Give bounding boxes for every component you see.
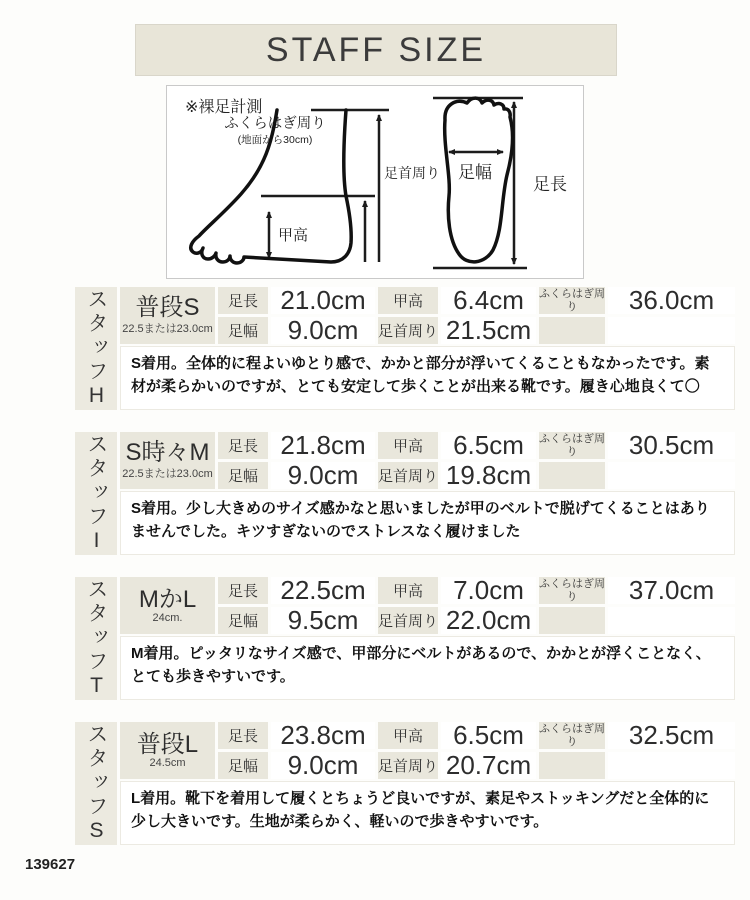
empty-value-cell (608, 317, 735, 344)
staff-name: スタッフH (85, 287, 108, 410)
length-value: 21.8cm (271, 432, 375, 459)
length-label: 足長 (533, 175, 567, 194)
staff-comment: S着用。少し大きめのサイズ感かなと思いましたが甲のベルトで脱げてくることはありませんでした。キツすぎないのでストレスなく履けました (120, 491, 735, 555)
instep-header: 甲高 (378, 577, 438, 604)
calf-header: ふくらはぎ周り (539, 722, 605, 748)
usual-size-cell (120, 577, 215, 634)
calf-header: ふくらはぎ周り (539, 287, 605, 313)
instep-header: 甲高 (378, 722, 438, 749)
instep-label: 甲高 (278, 227, 309, 244)
ankle-value: 19.8cm (441, 462, 536, 489)
calf-value: 37.0cm (608, 577, 735, 604)
width-header: 足幅 (218, 462, 268, 489)
staff-name: スタッフS (85, 722, 108, 845)
usual-size: S時々M (125, 438, 210, 466)
calf-value: 36.0cm (608, 287, 735, 314)
width-header: 足幅 (218, 317, 268, 344)
staff-section-s (75, 722, 735, 845)
usual-size-cm: 24.5cm (149, 757, 186, 770)
ankle-header: 足首周り (378, 317, 438, 344)
usual-size: 普段L (136, 730, 199, 758)
length-value: 23.8cm (271, 722, 375, 749)
length-header: 足長 (218, 577, 268, 604)
measurement-table (120, 722, 735, 779)
calf-value: 30.5cm (608, 432, 735, 459)
length-header: 足長 (218, 287, 268, 314)
staff-name-column (75, 577, 117, 700)
instep-value: 6.5cm (441, 722, 536, 749)
usual-size-cell (120, 287, 215, 344)
staff-name-column (75, 722, 117, 845)
width-header: 足幅 (218, 607, 268, 634)
title-bar (135, 24, 617, 76)
usual-size-cm: 24cm. (152, 612, 183, 625)
usual-size-cell (120, 722, 215, 779)
measurement-table (120, 577, 735, 634)
measurement-table (120, 287, 735, 344)
calf-value: 32.5cm (608, 722, 735, 749)
foot-side-outline (191, 110, 351, 263)
width-label: 足幅 (458, 163, 492, 182)
usual-size: 普段S (135, 293, 200, 321)
ankle-value: 20.7cm (441, 752, 536, 779)
ankle-value: 22.0cm (441, 607, 536, 634)
width-value: 9.0cm (271, 462, 375, 489)
width-value: 9.0cm (271, 752, 375, 779)
staff-section-h (75, 287, 735, 410)
empty-label-cell (539, 752, 605, 779)
barefoot-note: ※裸足計測 (185, 99, 263, 116)
item-code: 139627 (25, 856, 76, 873)
usual-size-cm: 22.5または23.0cm (122, 468, 213, 481)
empty-label-cell (539, 462, 605, 489)
empty-value-cell (608, 752, 735, 779)
staff-comment: M着用。ピッタリなサイズ感で、甲部分にベルトがあるので、かかとが浮くことなく、とても歩きやすいです。 (120, 636, 735, 700)
empty-label-cell (539, 607, 605, 634)
instep-value: 6.4cm (441, 287, 536, 314)
ankle-header: 足首周り (378, 607, 438, 634)
length-header: 足長 (218, 722, 268, 749)
foot-sole-diagram (417, 90, 577, 276)
length-value: 22.5cm (271, 577, 375, 604)
width-header: 足幅 (218, 752, 268, 779)
calf-header: ふくらはぎ周り (539, 577, 605, 603)
usual-size-cm: 22.5または23.0cm (122, 323, 213, 336)
staff-name: スタッフI (85, 432, 108, 555)
foot-side-diagram (173, 92, 443, 278)
staff-comment: L着用。靴下を着用して履くとちょうど良いですが、素足やストッキングだと全体的に少し大きいです。生地が柔らかく、軽いので歩きやすいです。 (120, 781, 735, 845)
length-header: 足長 (218, 432, 268, 459)
staff-comment: S着用。全体的に程よいゆとり感で、かかと部分が浮いてくることもなかったです。素材が柔らかいのですが、とても安定して歩くことが出来る靴です。履き心地良くて〇 (120, 346, 735, 410)
ankle-value: 21.5cm (441, 317, 536, 344)
staff-section-t (75, 577, 735, 700)
instep-value: 6.5cm (441, 432, 536, 459)
ankle-label: 足首周り (384, 165, 440, 181)
calf-sub-label: (地面から30cm) (237, 134, 313, 146)
calf-label: ふくらはぎ周り (224, 116, 326, 132)
staff-name-column (75, 287, 117, 410)
empty-label-cell (539, 317, 605, 344)
staff-name: スタッフT (85, 577, 108, 700)
measurement-diagram (166, 85, 584, 279)
ankle-header: 足首周り (378, 752, 438, 779)
instep-header: 甲高 (378, 432, 438, 459)
width-value: 9.0cm (271, 317, 375, 344)
usual-size: MかL (138, 585, 197, 613)
empty-value-cell (608, 462, 735, 489)
ankle-header: 足首周り (378, 462, 438, 489)
staff-section-i (75, 432, 735, 555)
instep-value: 7.0cm (441, 577, 536, 604)
width-value: 9.5cm (271, 607, 375, 634)
staff-name-column (75, 432, 117, 555)
instep-header: 甲高 (378, 287, 438, 314)
empty-value-cell (608, 607, 735, 634)
measurement-table (120, 432, 735, 489)
length-value: 21.0cm (271, 287, 375, 314)
page-title: STAFF SIZE (265, 30, 487, 69)
usual-size-cell (120, 432, 215, 489)
calf-header: ふくらはぎ周り (539, 432, 605, 458)
